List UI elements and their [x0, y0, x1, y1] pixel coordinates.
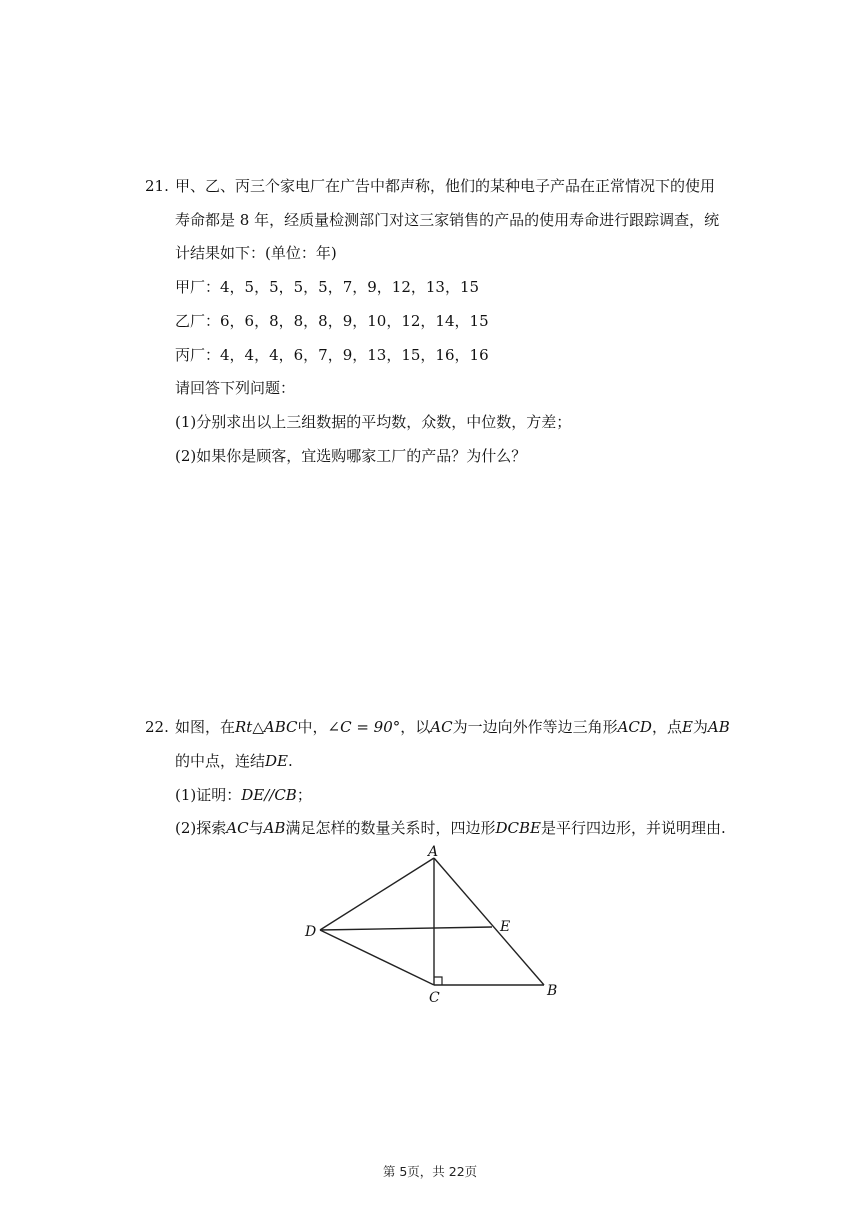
text-segment: .	[288, 752, 293, 770]
factory-b-data: 乙厂：6，6，8，8，8，9，10，12，14，15	[175, 312, 489, 330]
question-21-number: 21.	[145, 177, 169, 195]
segment-dc	[320, 930, 434, 985]
right-angle-mark	[434, 977, 442, 985]
page-footer: 第 5页，共 22页	[382, 1164, 478, 1179]
segment-ab	[434, 858, 544, 985]
question-22-line-2	[175, 751, 293, 771]
geometry-figure	[296, 840, 576, 1015]
math-angle-c: ∠C = 90°	[327, 718, 401, 736]
segment-de	[320, 927, 492, 930]
factory-c-data: 丙厂：4，4，4，6，7，9，13，15，16，16	[175, 346, 489, 364]
question-22-number: 22.	[145, 718, 169, 736]
text-segment: 满足怎样的数量关系时，四边形	[285, 819, 496, 837]
question-21-part-2: (2)如果你是顾客，宜选购哪家工厂的产品？为什么？	[175, 447, 527, 465]
question-21-part-1: (1)分别求出以上三组数据的平均数，众数，中位数，方差；	[175, 413, 572, 431]
factory-a-data: 甲厂：4，5，5，5，5，7，9，12，13，15	[175, 278, 480, 296]
text-segment: ，以	[400, 718, 431, 736]
math-e: E	[681, 718, 693, 736]
math-de-parallel-cb: DE//CB	[241, 786, 297, 804]
question-21-line-3: 计结果如下：(单位：年)	[175, 244, 337, 262]
label-c: C	[429, 990, 440, 1006]
math-acd: ACD	[617, 718, 652, 736]
question-21-line-1: 甲、乙、丙三个家电厂在广告中都声称，他们的某种电子产品在正常情况下的使用	[175, 177, 716, 195]
text-segment: (2)探索	[175, 819, 227, 837]
math-ab: AB	[707, 718, 730, 736]
question-21-prompt: 请回答下列问题：	[175, 379, 296, 397]
math-ac: AC	[226, 819, 249, 837]
text-segment: (1)证明：	[175, 786, 242, 804]
text-segment: 是平行四边形，并说明理由.	[540, 819, 726, 837]
math-de: DE	[265, 752, 288, 770]
math-rt-triangle-abc: Rt△ABC	[235, 718, 298, 736]
label-b: B	[547, 983, 558, 999]
text-segment: 为一边向外作等边三角形	[452, 718, 618, 736]
math-ac: AC	[430, 718, 453, 736]
text-segment: 的中点，连结	[175, 752, 266, 770]
question-22-line-1	[175, 717, 730, 737]
text-segment: 中，	[297, 718, 328, 736]
text-segment: 如图，在	[175, 718, 236, 736]
text-segment: ，点	[651, 718, 682, 736]
segment-ad	[320, 858, 434, 930]
text-segment: 为	[692, 718, 708, 736]
label-d: D	[305, 924, 317, 940]
question-22-part-2	[175, 818, 726, 838]
text-segment: 与	[248, 819, 264, 837]
math-ab: AB	[263, 819, 286, 837]
question-22-part-1	[175, 785, 312, 805]
label-a: A	[428, 844, 439, 860]
question-21-line-2: 寿命都是 8 年，经质量检测部门对这三家销售的产品的使用寿命进行跟踪调查，统	[175, 211, 720, 229]
math-dcbe: DCBE	[495, 819, 541, 837]
label-e: E	[500, 919, 511, 935]
text-segment: ；	[296, 786, 312, 804]
